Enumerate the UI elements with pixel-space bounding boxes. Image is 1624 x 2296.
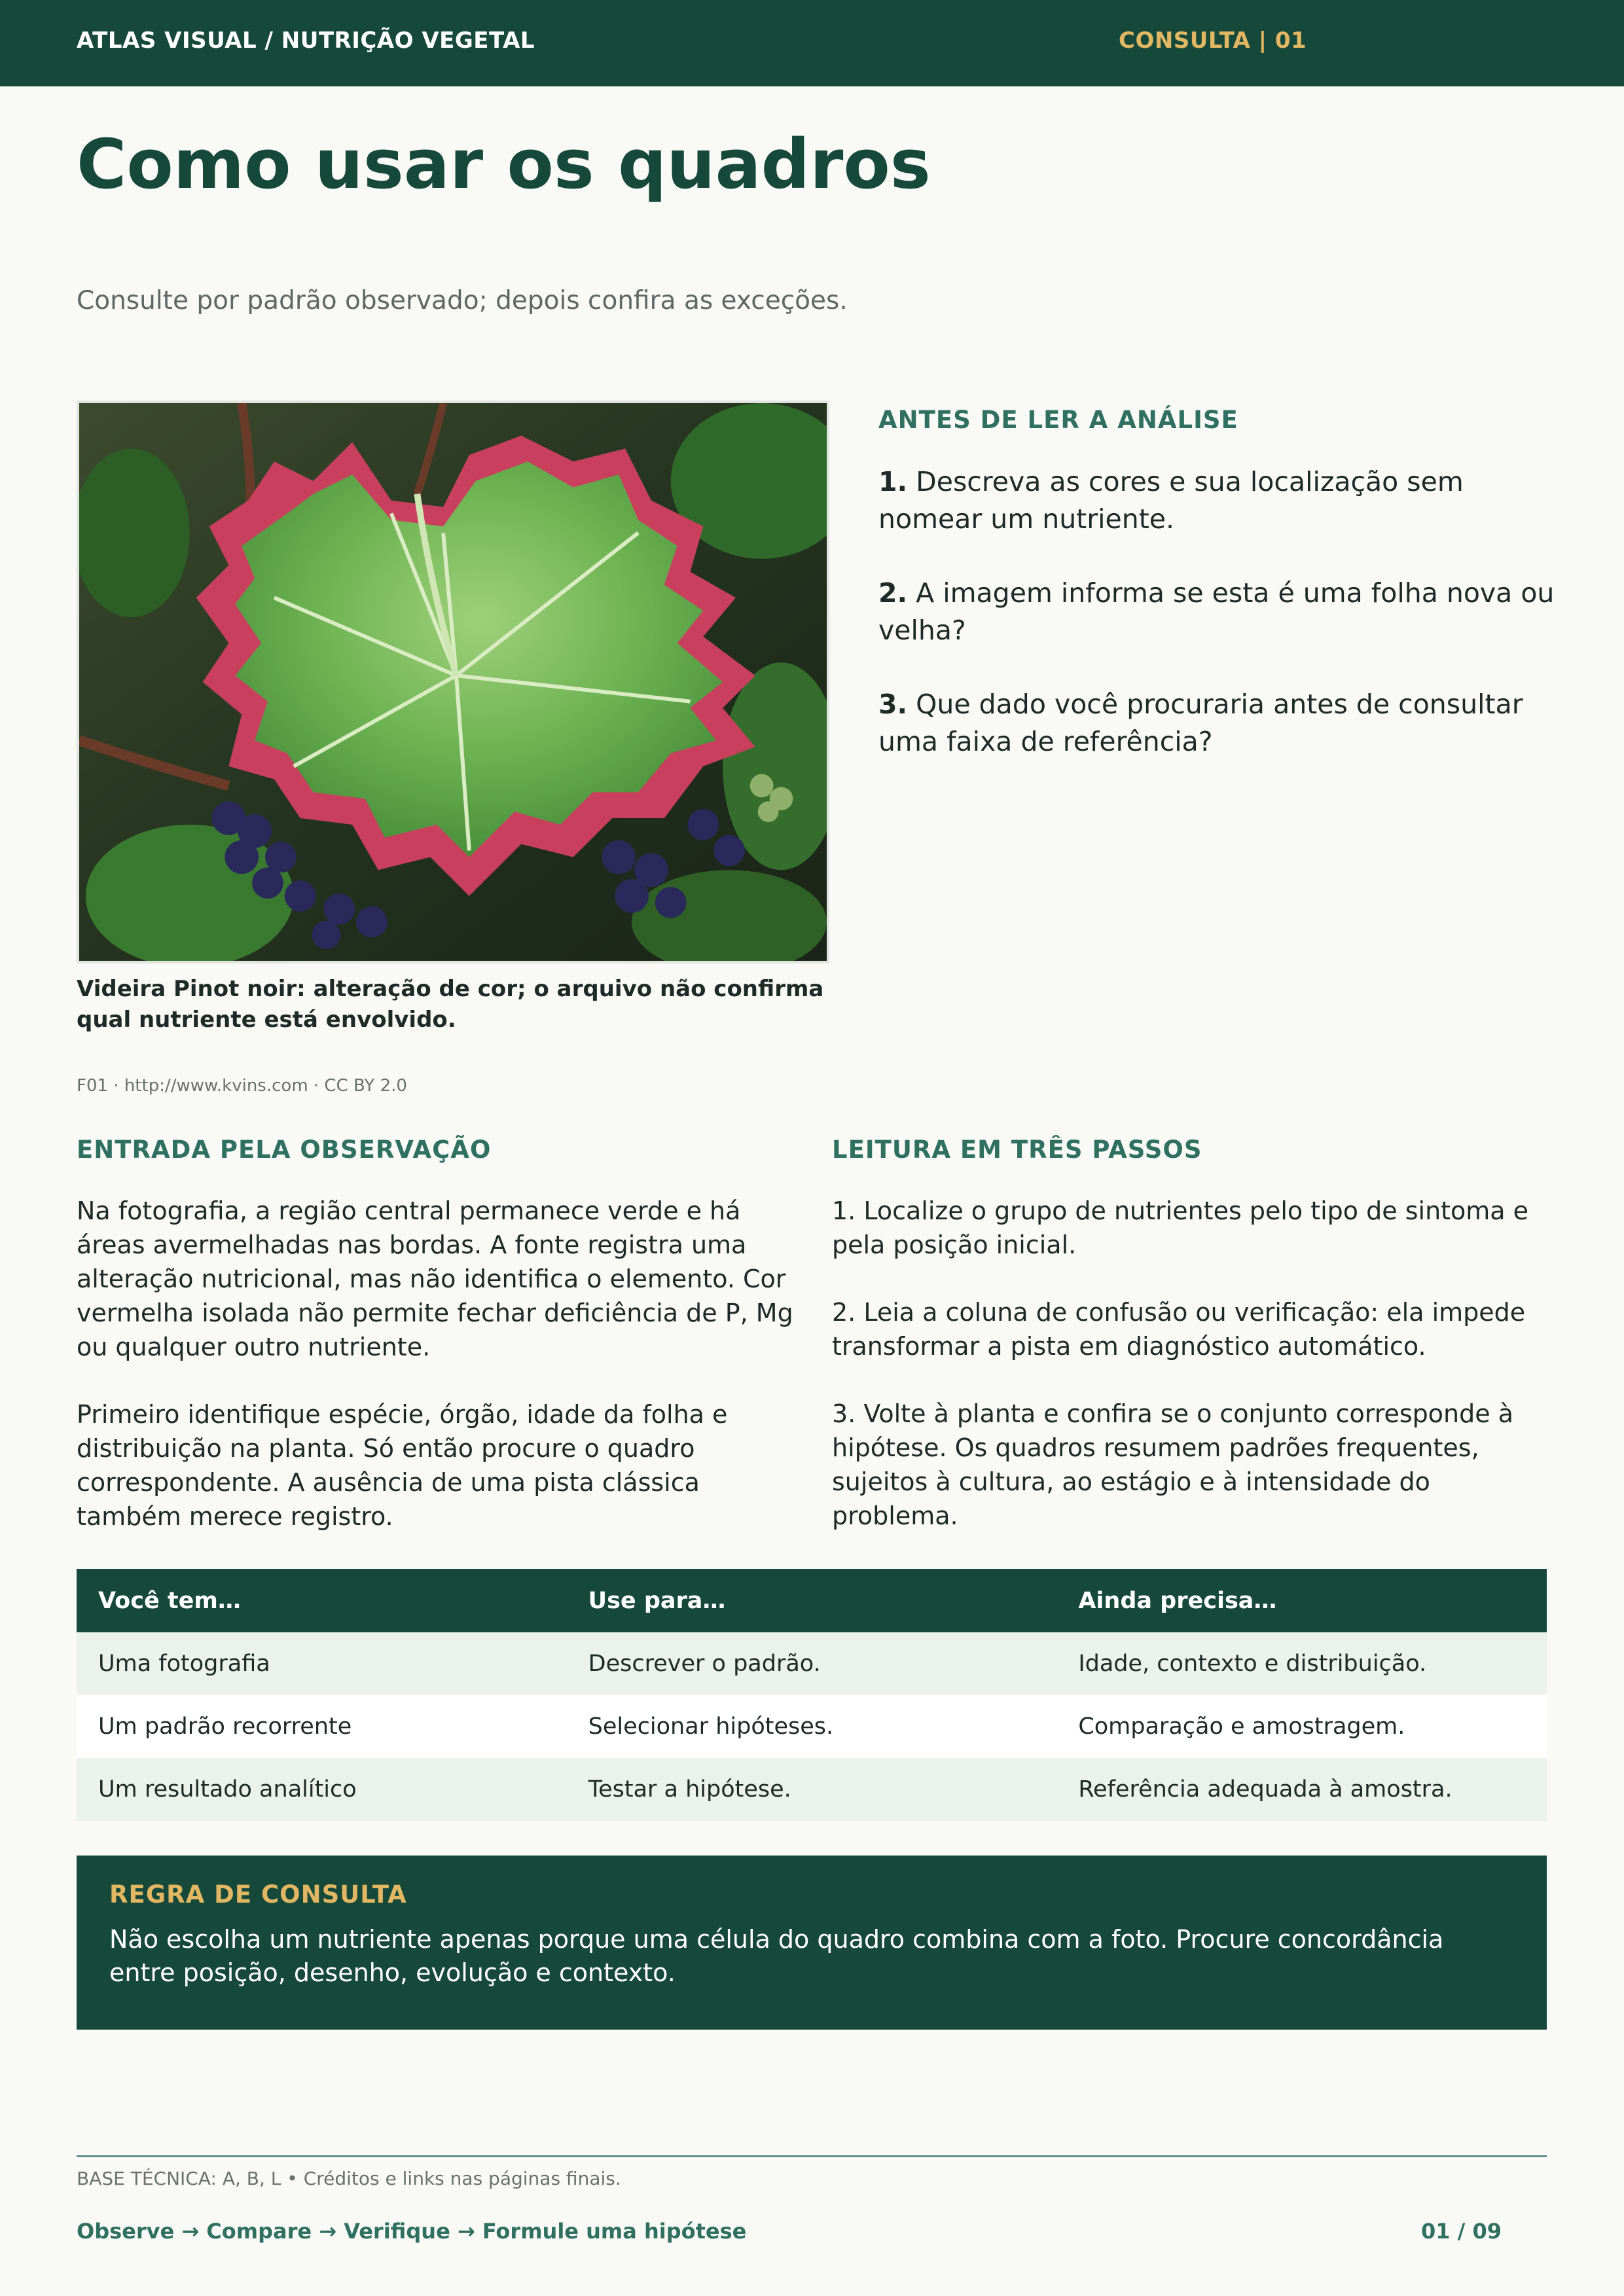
page-subtitle: Consulte por padrão observado; depois confira as exceções.: [77, 286, 848, 315]
table-row: [77, 1758, 1547, 1821]
question-item: [878, 575, 1566, 649]
questions-list: [878, 463, 1566, 797]
figure-caption: Videira Pinot noir: alteração de cor; o arquivo não confirma qual nutriente está envolvido.: [77, 976, 824, 1033]
question-number: 1.: [878, 466, 908, 497]
question-number: 2.: [878, 577, 908, 609]
step-paragraph: 2. Leia a coluna de confusão ou verificação: ela impede transformar a pista em diagnóstico automático.: [832, 1298, 1526, 1361]
table-cell: Idade, contexto e distribuição.: [1056, 1632, 1547, 1695]
rule-body: Não escolha um nutriente apenas porque uma célula do quadro combina com a foto. Procure concordância entre posição, desenho, evolução e contexto.: [109, 1925, 1444, 1987]
observation-paragraph: Primeiro identifique espécie, órgão, idade da folha e distribuição na planta. Só então procure o quadro correspondente. A ausência de uma pista clássica também merece registro.: [77, 1400, 728, 1531]
table-cell: Testar a hipótese.: [567, 1758, 1057, 1821]
question-item: [878, 463, 1566, 538]
table-row: [77, 1632, 1547, 1695]
table-cell: Descrever o padrão.: [567, 1632, 1057, 1695]
rule-title: REGRA DE CONSULTA: [109, 1880, 407, 1909]
step-paragraph: 1. Localize o grupo de nutrientes pelo tipo de sintoma e pela posição inicial.: [832, 1196, 1529, 1259]
table-row: [77, 1695, 1547, 1758]
question-text: Descreva as cores e sua localização sem nomear um nutriente.: [878, 466, 1464, 535]
steps-text: [832, 1194, 1552, 1566]
table-header-cell: Use para…: [567, 1569, 1057, 1632]
header-section-label: ATLAS VISUAL / NUTRIÇÃO VEGETAL: [77, 27, 535, 54]
observation-paragraph: Na fotografia, a região central permanece verde e há áreas avermelhadas nas bordas. A fonte registra uma alteração nutricional, mas não identifica o elemento. Cor vermelha isolada não permite fechar deficiência de P, Mg ou qualquer outro nutriente.: [77, 1196, 793, 1361]
table-cell: Referência adequada à amostra.: [1056, 1758, 1547, 1821]
table-cell: Selecionar hipóteses.: [567, 1695, 1057, 1758]
question-item: [878, 686, 1566, 761]
table-header-cell: Ainda precisa…: [1056, 1569, 1547, 1632]
header-bar: [0, 0, 1624, 86]
observation-heading: ENTRADA PELA OBSERVAÇÃO: [77, 1136, 492, 1164]
footer-workflow: Observe → Compare → Verifique → Formule uma hipótese: [77, 2219, 747, 2244]
question-text: A imagem informa se esta é uma folha nova ou velha?: [878, 577, 1555, 646]
question-number: 3.: [878, 689, 908, 720]
questions-heading: ANTES DE LER A ANÁLISE: [878, 406, 1238, 434]
page-number: 01 / 09: [1421, 2219, 1502, 2244]
header-page-label: CONSULTA | 01: [1119, 27, 1307, 54]
question-text: Que dado você procuraria antes de consultar uma faixa de referência?: [878, 689, 1523, 757]
rule-callout: [77, 1856, 1547, 2030]
grape-leaf-image: [79, 403, 827, 961]
footer-divider: [77, 2155, 1547, 2157]
grape-leaf-photo: [77, 401, 829, 963]
step-paragraph: 3. Volte à planta e confira se o conjunto corresponde à hipótese. Os quadros resumem padrões frequentes, sujeitos à cultura, ao estágio e à intensidade do problema.: [832, 1399, 1513, 1530]
observation-text: [77, 1194, 797, 1567]
table-cell: Uma fotografia: [77, 1632, 567, 1695]
table-cell: Um padrão recorrente: [77, 1695, 567, 1758]
table-header-row: [77, 1569, 1547, 1632]
page-title: Como usar os quadros: [77, 124, 931, 204]
table-cell: Comparação e amostragem.: [1056, 1695, 1547, 1758]
footer-base-note: BASE TÉCNICA: A, B, L • Créditos e links nas páginas finais.: [77, 2168, 621, 2189]
table-header-cell: Você tem…: [77, 1569, 567, 1632]
reference-table: [77, 1569, 1547, 1821]
steps-heading: LEITURA EM TRÊS PASSOS: [832, 1136, 1202, 1164]
figure-credit: F01 · http://www.kvins.com · CC BY 2.0: [77, 1076, 407, 1096]
table-cell: Um resultado analítico: [77, 1758, 567, 1821]
